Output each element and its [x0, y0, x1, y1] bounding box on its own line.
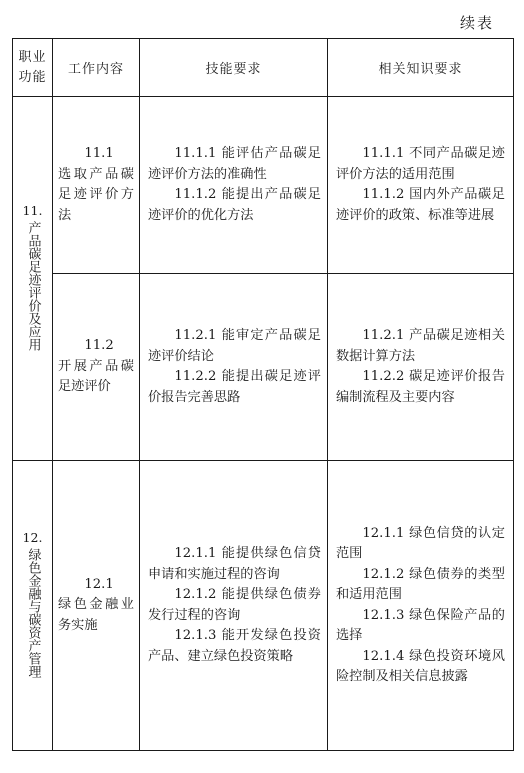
- skill-item: 11.2.1 能审定产品碳足迹评价结论: [148, 328, 321, 364]
- skill-requirements-cell: [140, 97, 328, 274]
- function-cell-11: [13, 97, 53, 461]
- function-cell-12: [13, 461, 53, 751]
- continued-table-label: 续表: [459, 14, 494, 32]
- header-occupational-function-line2: 功能: [18, 69, 47, 85]
- knowledge-item: 12.1.4 绿色投资环境风险控制及相关信息披露: [336, 648, 505, 684]
- skill-item: 12.1.2 能提供绿色债券发行过程的咨询: [148, 587, 321, 623]
- header-knowledge-requirements: 相关知识要求: [328, 39, 514, 97]
- skill-item: 11.1.1 能评估产品碳足迹评价方法的准确性: [148, 146, 321, 182]
- work-content-cell: [53, 97, 140, 274]
- knowledge-requirements-cell: [328, 97, 514, 274]
- skill-item: 11.2.2 能提出碳足迹评价报告完善思路: [148, 369, 321, 405]
- knowledge-item: 12.1.1 绿色信贷的认定范围: [336, 525, 505, 561]
- knowledge-item: 11.2.1 产品碳足迹相关数据计算方法: [336, 328, 505, 364]
- table-row: [13, 274, 514, 461]
- work-content-text: 11.1 选取产品碳足迹评价方法: [58, 146, 134, 223]
- header-occupational-function: [13, 39, 53, 97]
- skill-requirements-cell: [140, 274, 328, 461]
- work-content-cell: [53, 274, 140, 461]
- table-row: [13, 461, 514, 751]
- skill-item: 12.1.3 能开发绿色投资产品、建立绿色投资策略: [148, 628, 321, 664]
- header-occupational-function-line1: 职业: [18, 49, 47, 65]
- work-content-text: 11.2 开展产品碳足迹评价: [58, 338, 134, 395]
- function-name: 绿色金融与碳资产管理: [25, 547, 41, 678]
- occupational-skills-table: [12, 38, 514, 751]
- skill-item: 12.1.1 能提供绿色信贷申请和实施过程的咨询: [148, 546, 321, 582]
- knowledge-item: 11.1.1 不同产品碳足迹评价方法的适用范围: [336, 146, 505, 182]
- header-work-content: 工作内容: [53, 39, 140, 97]
- knowledge-requirements-cell: [328, 274, 514, 461]
- table-row: [13, 97, 514, 274]
- knowledge-item: 12.1.3 绿色保险产品的选择: [336, 607, 505, 643]
- table-header-row: [13, 39, 514, 97]
- skill-requirements-cell: [140, 461, 328, 751]
- header-skill-requirements: 技能要求: [140, 39, 328, 97]
- skill-item: 11.1.2 能提出产品碳足迹评价的优化方法: [148, 187, 321, 223]
- work-content-cell: [53, 461, 140, 751]
- knowledge-requirements-cell: [328, 461, 514, 751]
- function-number: 11.: [22, 202, 43, 218]
- knowledge-item: 11.2.2 碳足迹评价报告编制流程及主要内容: [336, 369, 505, 405]
- function-name: 产品碳足迹评价及应用: [25, 220, 41, 351]
- knowledge-item: 11.1.2 国内外产品碳足迹评价的政策、标准等进展: [336, 187, 505, 223]
- function-number: 12.: [22, 529, 43, 545]
- work-content-text: 12.1 绿色金融业务实施: [58, 576, 134, 633]
- knowledge-item: 12.1.2 绿色债券的类型和适用范围: [336, 566, 505, 602]
